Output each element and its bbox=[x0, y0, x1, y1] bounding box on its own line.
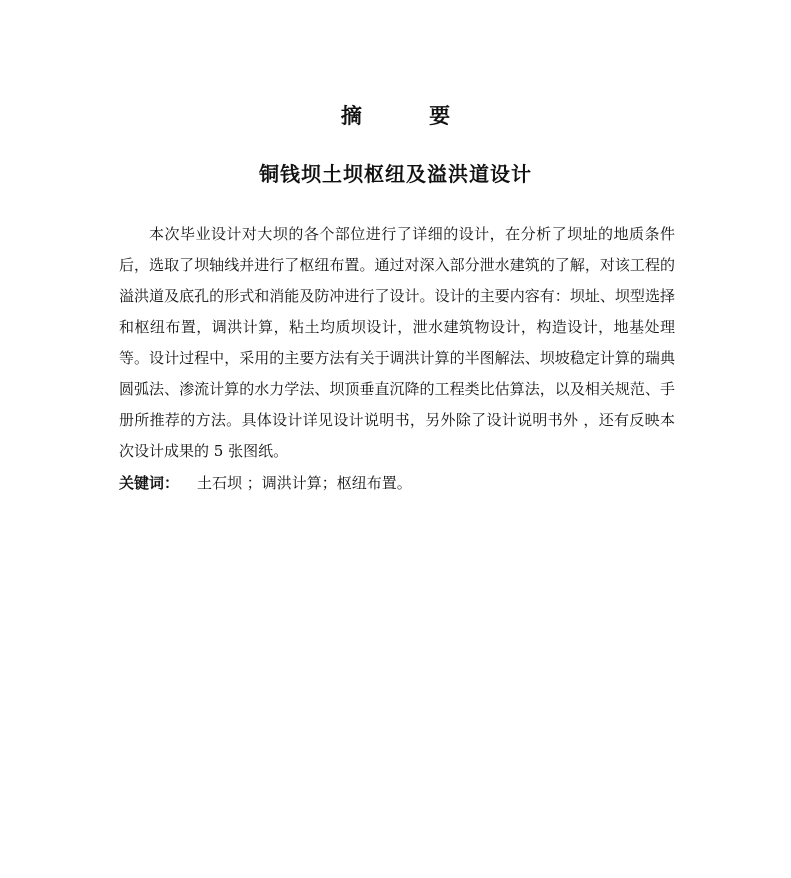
document-title: 铜钱坝土坝枢纽及溢洪道设计 bbox=[259, 162, 532, 186]
abstract-heading: 摘 要 bbox=[340, 104, 481, 128]
keywords-label: 关键词： bbox=[119, 474, 180, 492]
keywords-line bbox=[119, 468, 675, 499]
abstract-body: 本次毕业设计对大坝的各个部位进行了详细的设计，在分析了坝址的地质条件后，选取了坝轴线并进行了枢纽布置。通过对深入部分泄水建筑的了解，对该工程的溢洪道及底孔的形式和消能及防冲进行了设计。设计的主要内容有：坝址、坝型选择和枢纽布置，调洪计算，粘土均质坝设计，泄水建筑物设计，构造设计，地基处理等。设计过程中，采用的主要方法有关于调洪计算的半图解法、坝坡稳定计算的瑞典圆弧法、渗流计算的水力学法、坝顶垂直沉降的工程类比估算法，以及相关规范、手册所推荐的方法。具体设计详见设计说明书，另外除了设计说明书外 ，还有反映本次设计成果的 5 张图纸。 bbox=[119, 225, 675, 460]
keywords-value: 土石坝 ；调洪计算；枢纽布置。 bbox=[197, 474, 412, 492]
